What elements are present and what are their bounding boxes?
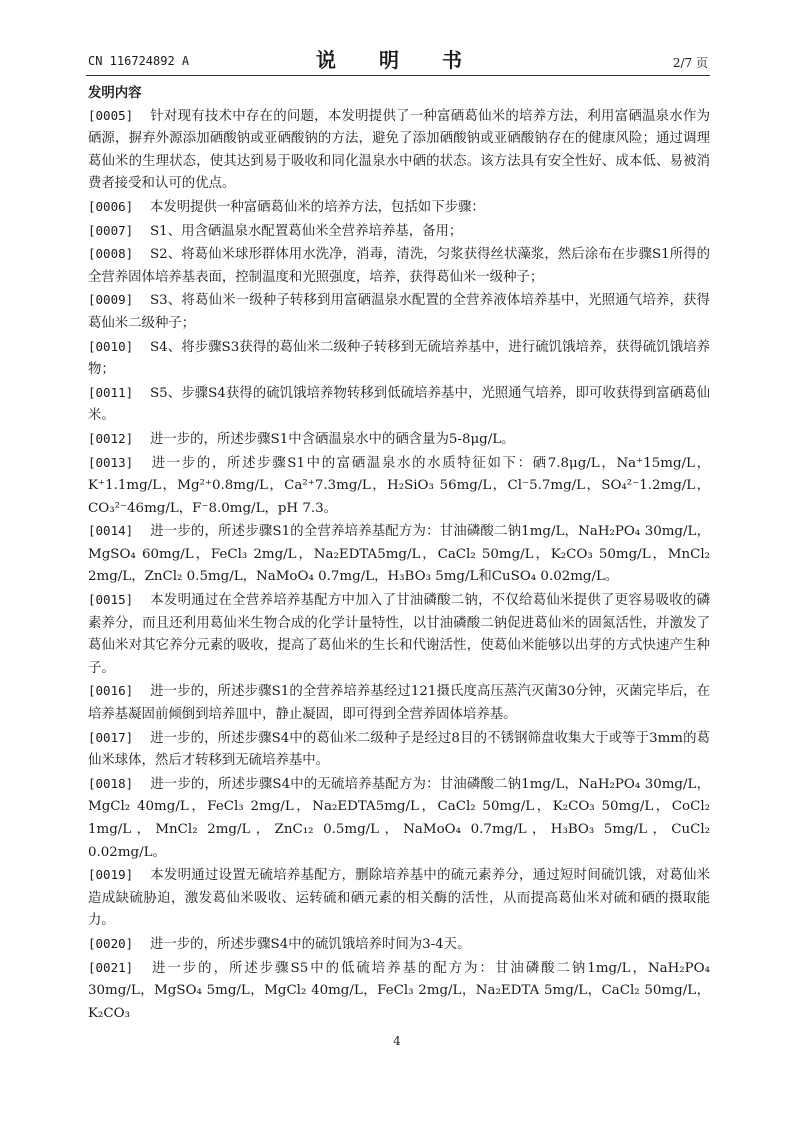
paragraph-number: [0020] <box>88 935 134 951</box>
paragraph <box>88 864 710 933</box>
paragraph-text: 进一步的，所述步骤S4中的硫饥饿培养时间为3-4天。 <box>150 936 471 952</box>
paragraph-number: [0006] <box>88 198 134 214</box>
paragraph-text: S1、用含硒温泉水配置葛仙米全营养培养基，备用； <box>150 223 463 239</box>
paragraph <box>88 243 710 289</box>
paragraph <box>88 289 710 335</box>
paragraph-number: [0005] <box>88 107 134 123</box>
paragraph-number: [0013] <box>88 454 134 470</box>
page-header <box>88 44 708 74</box>
paragraph <box>88 589 710 680</box>
paragraph-list <box>88 105 710 1026</box>
paragraph <box>88 680 710 726</box>
paragraph <box>88 196 710 220</box>
paragraph-text: 进一步的，所述步骤S1中的富硒温泉水的水质特征如下：硒7.8μg/L，Na⁺15mg/L，K⁺1.1mg/L，Mg²⁺0.8mg/L，Ca²⁺7.3mg/L，H₂SiO₃ 56mg/L，Cl⁻5.7mg/L，SO₄²⁻1.2mg/L，CO₃²⁻46mg/L，F⁻8.0mg/L，pH 7.3。 <box>88 455 710 516</box>
paragraph <box>88 933 710 957</box>
paragraph-text: S4、将步骤S3获得的葛仙米二级种子转移到无硫培养基中，进行硫饥饿培养，获得硫饥饿培养物； <box>88 339 710 378</box>
paragraph-text: 进一步的，所述步骤S1中含硒温泉水中的硒含量为5-8μg/L。 <box>150 431 515 447</box>
paragraph-number: [0015] <box>88 592 134 608</box>
paragraph-text: S5、步骤S4获得的硫饥饿培养物转移到低硫培养基中，光照通气培养，即可收获得到富硒葛仙米。 <box>88 385 710 424</box>
paragraph <box>88 382 710 428</box>
paragraph-number: [0007] <box>88 222 134 238</box>
paragraph <box>88 105 710 196</box>
paragraph <box>88 428 710 452</box>
paragraph-text: 本发明提供一种富硒葛仙米的培养方法，包括如下步骤： <box>150 199 485 215</box>
paragraph <box>88 727 710 773</box>
paragraph <box>88 957 710 1026</box>
paragraph-text: S3、将葛仙米一级种子转移到用富硒温泉水配置的全营养液体培养基中，光照通气培养，获得葛仙米二级种子； <box>88 293 710 331</box>
paragraph-text: 进一步的，所述步骤S5中的低硫培养基的配方为：甘油磷酸二钠1mg/L，NaH₂PO₄ 30mg/L，MgSO₄ 5mg/L，MgCl₂ 40mg/L，FeCl₃ 2mg/L，Na₂EDTA 5mg/L，CaCl₂ 50mg/L，K₂CO₃ <box>88 960 710 1021</box>
paragraph-number: [0018] <box>88 775 134 791</box>
paragraph-text: 进一步的，所述步骤S1的全营养培养基经过121摄氏度高压蒸汽灭菌30分钟，灭菌完毕后，在培养基凝固前倾倒到培养皿中，静止凝固，即可得到全营养固体培养基。 <box>88 684 710 723</box>
paragraph-text: 本发明通过设置无硫培养基配方，删除培养基中的硫元素养分，通过短时间硫饥饿，对葛仙米造成缺硫胁迫，激发葛仙米吸收、运转硫和硒元素的相关酶的活性，从而提高葛仙米对硫和硒的摄取能力。 <box>88 868 710 929</box>
paragraph-number: [0016] <box>88 683 134 699</box>
document-title: 说 明 书 <box>316 48 480 72</box>
header-rule <box>86 75 710 76</box>
paragraph-number: [0014] <box>88 523 134 539</box>
paragraph-text: 进一步的，所述步骤S4中的无硫培养基配方为：甘油磷酸二钠1mg/L，NaH₂PO₄ 30mg/L，MgCl₂ 40mg/L，FeCl₃ 2mg/L，Na₂EDTA5mg/L，CaCl₂ 50mg/L，K₂CO₃ 50mg/L，CoCl₂ 1mg/L，MnCl₂ 2mg/L，ZnC₁₂ 0.5mg/L，NaMoO₄ 0.7mg/L，H₃BO₃ 5mg/L，CuCl₂ 0.02mg/L。 <box>88 776 710 860</box>
page-of: 2/7 页 <box>672 56 708 70</box>
section-heading: 发明内容 <box>88 85 142 101</box>
paragraph-number: [0012] <box>88 430 134 446</box>
paragraph-number: [0009] <box>88 292 134 308</box>
document-body <box>88 82 710 1025</box>
paragraph <box>88 520 710 589</box>
paragraph-number: [0019] <box>88 867 134 883</box>
patent-number: CN 116724892 A <box>88 54 190 68</box>
paragraph <box>88 336 710 382</box>
paragraph-number: [0011] <box>88 384 134 400</box>
paragraph-text: S2、将葛仙米球形群体用水洗净，消毒，清洗，匀浆获得丝状藻浆，然后涂布在步骤S1所得的全营养固体培养基表面，控制温度和光照强度，培养，获得葛仙米一级种子； <box>88 247 710 285</box>
paragraph-number: [0008] <box>88 246 134 262</box>
paragraph-number: [0017] <box>88 729 134 745</box>
paragraph <box>88 220 710 244</box>
paragraph <box>88 773 710 864</box>
paragraph-text: 进一步的，所述步骤S1的全营养培养基配方为：甘油磷酸二钠1mg/L，NaH₂PO₄ 30mg/L，MgSO₄ 60mg/L，FeCl₃ 2mg/L，Na₂EDTA5mg/L，CaCl₂ 50mg/L，K₂CO₃ 50mg/L，MnCl₂ 2mg/L，ZnCl₂ 0.5mg/L，NaMoO₄ 0.7mg/L，H₃BO₃ 5mg/L和CuSO₄ 0.02mg/L。 <box>88 524 710 585</box>
paragraph-number: [0010] <box>88 338 134 354</box>
paragraph-text: 进一步的，所述步骤S4中的葛仙米二级种子是经过8目的不锈钢筛盘收集大于或等于3mm的葛仙米球体，然后才转移到无硫培养基中。 <box>88 730 710 769</box>
paragraph-number: [0021] <box>88 959 134 975</box>
page-number: 4 <box>393 1034 401 1048</box>
paragraph-text: 本发明通过在全营养培养基配方中加入了甘油磷酸二钠，不仅给葛仙米提供了更容易吸收的磷素养分，而且还利用葛仙米生物合成的化学计量特性，以甘油磷酸二钠促进葛仙米的固氮活性，并激发了葛仙米对其它养分元素的吸收，提高了葛仙米的生长和代谢活性，使葛仙米能够以出芽的方式快速产生种子。 <box>88 593 710 676</box>
paragraph <box>88 452 710 521</box>
paragraph-text: 针对现有技术中存在的问题，本发明提供了一种富硒葛仙米的培养方法，利用富硒温泉水作为硒源，摒弃外源添加硒酸钠或亚硒酸钠的方法，避免了添加硒酸钠或亚硒酸钠存在的健康风险；通过调理葛仙米的生理状态，使其达到易于吸收和同化温泉水中硒的状态。该方法具有安全性好、成本低、易被消费者接受和认可的优点。 <box>88 108 710 192</box>
